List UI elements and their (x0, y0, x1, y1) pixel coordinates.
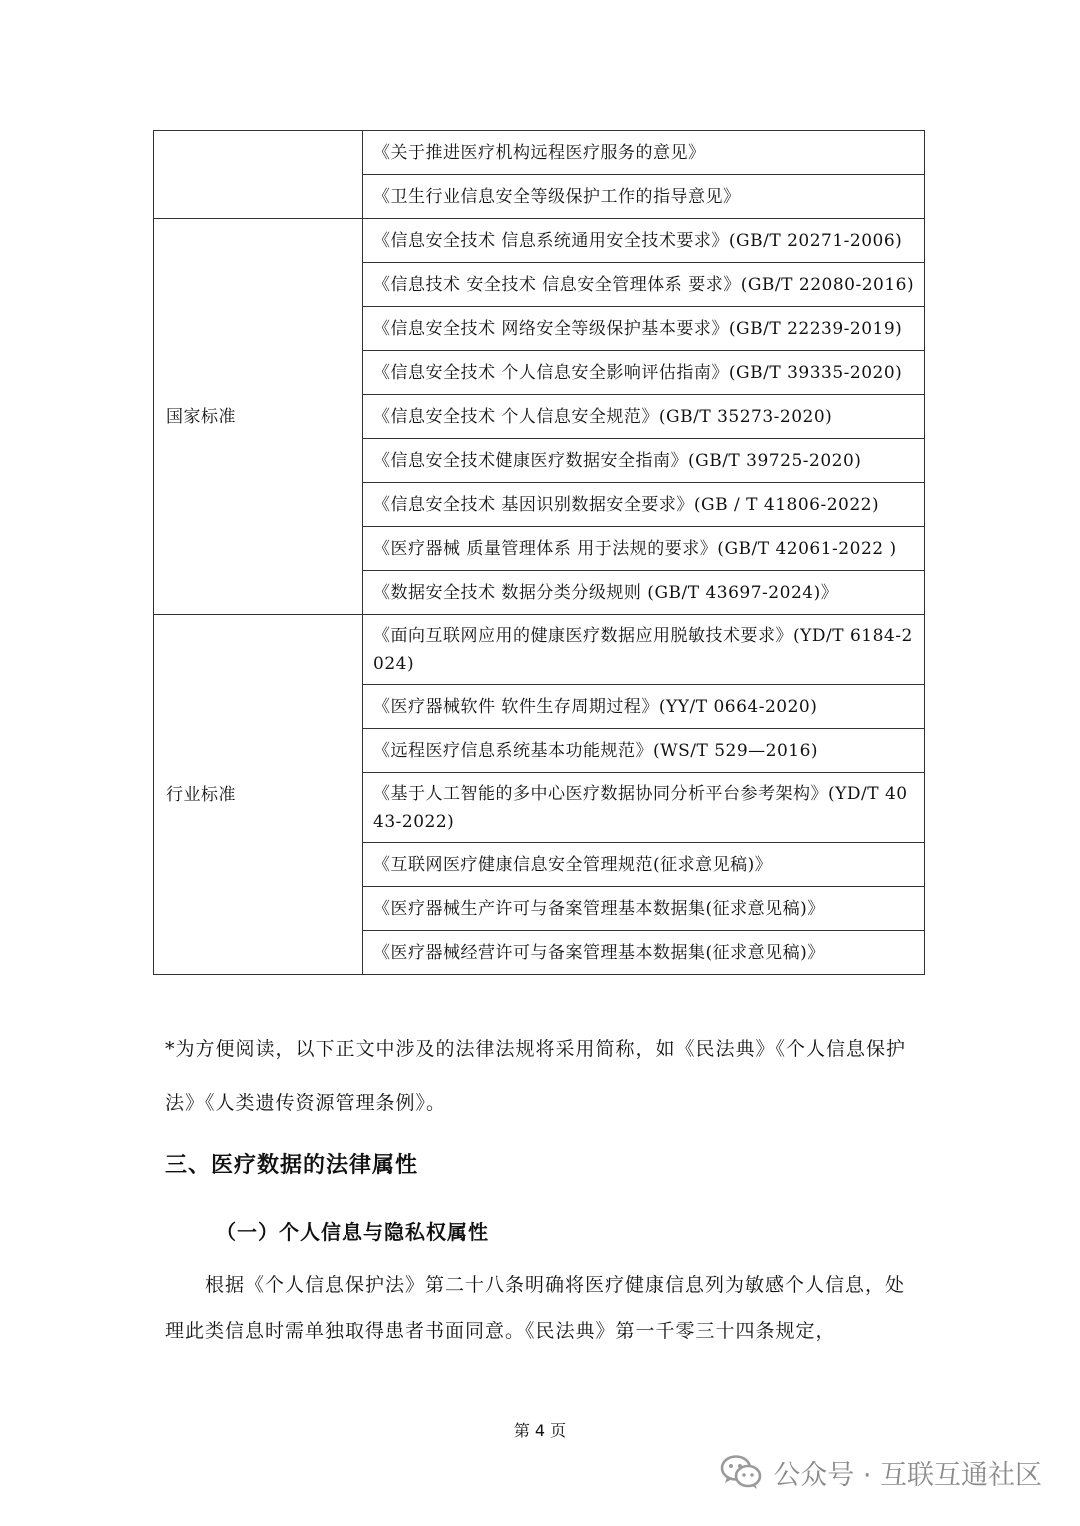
standard-item-cell: 《互联网医疗健康信息安全管理规范(征求意见稿)》 (363, 843, 925, 887)
abbreviation-note: *为方便阅读，以下正文中涉及的法律法规将采用简称，如《民法典》《个人信息保护法》《人类遗传资源管理条例》。 (165, 1038, 907, 1114)
table-row (154, 615, 925, 685)
standard-item-cell: 《信息安全技术 信息系统通用安全技术要求》(GB/T 20271-2006) (363, 219, 925, 263)
subsection-heading: （一）个人信息与隐私权属性 (216, 1220, 489, 1244)
standard-item-cell: 《信息安全技术 基因识别数据安全要求》(GB / T 41806-2022) (363, 483, 925, 527)
standard-item-cell: 《信息安全技术健康医疗数据安全指南》(GB/T 39725-2020) (363, 439, 925, 483)
standard-item-cell: 《卫生行业信息安全等级保护工作的指导意见》 (363, 175, 925, 219)
standard-item-cell: 《远程医疗信息系统基本功能规范》(WS/T 529—2016) (363, 729, 925, 773)
category-cell: 国家标准 (154, 219, 363, 615)
standard-item-cell: 《医疗器械软件 软件生存周期过程》(YY/T 0664-2020) (363, 685, 925, 729)
standard-item-cell: 《医疗器械 质量管理体系 用于法规的要求》(GB/T 42061-2022 ) (363, 527, 925, 571)
body-paragraph: 根据《个人信息保护法》第二十八条明确将医疗健康信息列为敏感个人信息，处理此类信息时需单独取得患者书面同意。《民法典》第一千零三十四条规定， (165, 1274, 906, 1342)
category-cell: 行业标准 (154, 615, 363, 975)
table-row (154, 131, 925, 175)
wechat-icon (719, 1452, 763, 1492)
standard-item-cell: 《数据安全技术 数据分类分级规则 (GB/T 43697-2024)》 (363, 571, 925, 615)
page-number: 第 4 页 (513, 1421, 567, 1440)
category-cell (154, 131, 363, 219)
standard-item-cell: 《基于人工智能的多中心医疗数据协同分析平台参考架构》(YD/T 4043-2022) (363, 773, 925, 843)
section-heading: 三、医疗数据的法律属性 (165, 1153, 419, 1178)
standard-item-cell: 《信息技术 安全技术 信息安全管理体系 要求》(GB/T 22080-2016) (363, 263, 925, 307)
standard-item-cell: 《信息安全技术 个人信息安全规范》(GB/T 35273-2020) (363, 395, 925, 439)
watermark-text: 公众号 · 互联互通社区 (773, 1459, 1042, 1491)
standard-item-cell: 《医疗器械生产许可与备案管理基本数据集(征求意见稿)》 (363, 887, 925, 931)
standards-table (153, 130, 925, 975)
table-row (154, 219, 925, 263)
watermark (719, 1452, 1042, 1492)
standard-item-cell: 《面向互联网应用的健康医疗数据应用脱敏技术要求》(YD/T 6184-2024) (363, 615, 925, 685)
standard-item-cell: 《关于推进医疗机构远程医疗服务的意见》 (363, 131, 925, 175)
standard-item-cell: 《信息安全技术 个人信息安全影响评估指南》(GB/T 39335-2020) (363, 351, 925, 395)
standard-item-cell: 《信息安全技术 网络安全等级保护基本要求》(GB/T 22239-2019) (363, 307, 925, 351)
standard-item-cell: 《医疗器械经营许可与备案管理基本数据集(征求意见稿)》 (363, 931, 925, 975)
